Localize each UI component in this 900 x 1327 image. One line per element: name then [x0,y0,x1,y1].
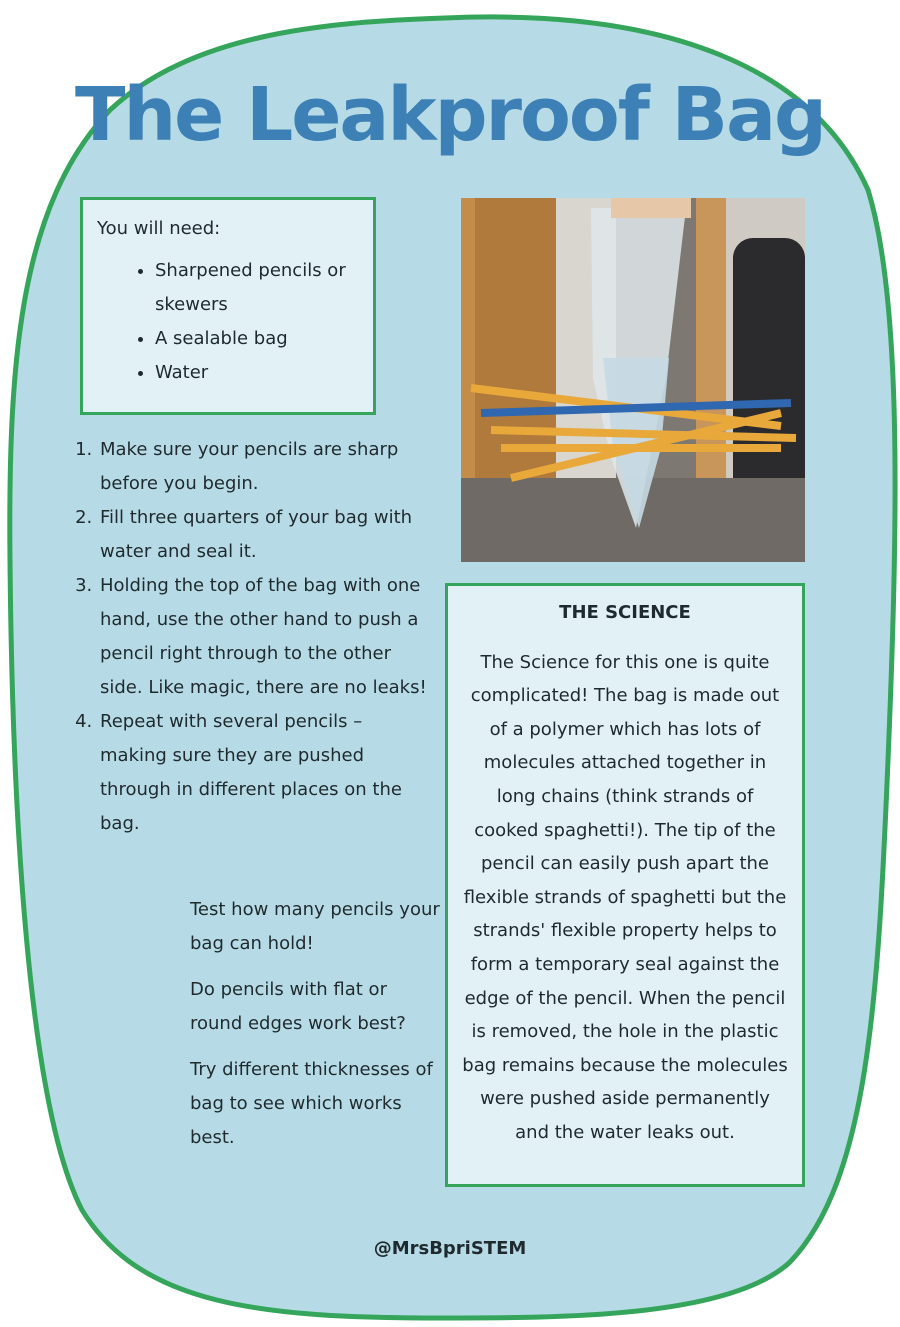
instruction-step: 3. Holding the top of the bag with one hand, use the other hand to push a pencil right through to the other side. Like magic, there are no leaks! [98,569,430,705]
science-text: The Science for this one is quite complicated! The bag is made out of a polymer which has lots of molecules attached together in long chains (think strands of cooked spaghetti!). The tip of the pencil can easily push apart the flexible strands of spaghetti but the strands' flexible property helps to form a temporary seal against the edge of the pencil. When the pencil is removed, the hole in the plastic bag remains because the molecules were pushed aside permanently and the water leaks out. [462,651,788,1143]
instruction-step: 4. Repeat with several pencils – making sure they are pushed through in different places on the bag. [98,705,430,841]
bag-with-pencils-illustration [461,198,805,562]
science-box [445,583,805,1187]
extension-questions [190,893,440,1167]
extension-question: Try different thicknesses of bag to see which works best. [190,1059,433,1148]
experiment-photo [461,198,805,562]
page-title: The Leakproof Bag [74,72,825,158]
instructions-list [70,433,430,841]
materials-item: • A sealable bag [155,322,359,356]
instruction-step: 1. Make sure your pencils are sharp before you begin. [98,433,430,501]
extension-question: Do pencils with flat or round edges work best? [190,979,406,1034]
materials-box [80,197,376,415]
materials-list [97,254,359,390]
extension-question: Test how many pencils your bag can hold! [190,899,440,954]
instructions [70,433,430,841]
author-credit: @MrsBpriSTEM [373,1238,527,1259]
materials-item: • Water [155,356,359,390]
materials-item: • Sharpened pencils or skewers [155,254,359,322]
science-heading: THE SCIENCE [559,602,691,623]
materials-heading: You will need: [97,218,221,239]
instruction-step: 2. Fill three quarters of your bag with water and seal it. [98,501,430,569]
